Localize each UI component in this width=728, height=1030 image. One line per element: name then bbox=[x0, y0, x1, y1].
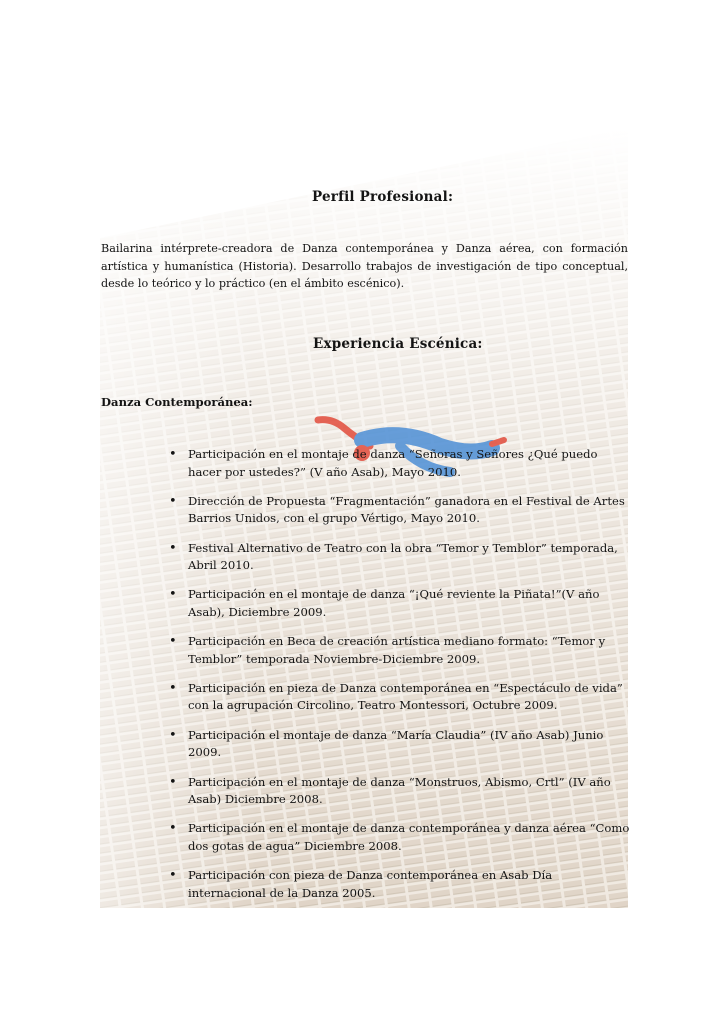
bullet-icon: • bbox=[169, 540, 177, 556]
list-item: • Participación el montaje de danza “María Claudia” (IV año Asab) Junio 2009. bbox=[169, 727, 604, 760]
bullet-icon: • bbox=[169, 774, 177, 790]
bullet-icon: • bbox=[169, 680, 177, 696]
list-item: • Participación en el montaje de danza “Señoras y Señores ¿Qué puedo hacer por ustedes?” (V año Asab), Mayo 2010. bbox=[169, 447, 598, 479]
bullet-icon: • bbox=[169, 821, 177, 837]
list-item: • Participación con pieza de Danza contemporánea en Asab Día internacional de la Danza 2005. bbox=[169, 868, 553, 900]
list-item: • Participación en el montaje de danza contemporánea y danza aérea “Como dos gotas de agua” Diciembre 2008. bbox=[169, 821, 630, 853]
perfil-profesional-paragraph: Bailarina intérprete-creadora de Danza contemporánea y Danza aérea, con formación artística y humanística (Historia). Desarrollo trabajos de investigación de tipo conceptual, desde lo teórico y lo práctico (en el ámbito escénico). bbox=[101, 242, 628, 290]
perfil-profesional-heading: Perfil Profesional: bbox=[312, 189, 454, 205]
bullet-icon: • bbox=[169, 727, 177, 743]
experience-list bbox=[168, 446, 630, 914]
experiencia-escenica-heading: Experiencia Escénica: bbox=[313, 336, 483, 352]
list-item: • Festival Alternativo de Teatro con la obra “Temor y Temblor” temporada, Abril 2010. bbox=[169, 540, 618, 573]
bullet-icon: • bbox=[169, 868, 177, 884]
list-item: • Participación en el montaje de danza “Monstruos, Abismo, Crtl” (IV año Asab) Diciembre 2008. bbox=[169, 774, 611, 807]
danza-contemporanea-label: Danza Contemporánea: bbox=[101, 395, 253, 409]
list-item: • Participación en Beca de creación artística mediano formato: “Temor y Temblor” temporada Noviembre-Diciembre 2009. bbox=[169, 634, 606, 666]
bullet-icon: • bbox=[169, 634, 177, 650]
list-item: • Participación en pieza de Danza contemporánea en “Espectáculo de vida” con la agrupación Circolino, Teatro Montessori, Octubre 2009. bbox=[169, 680, 623, 713]
bullet-icon: • bbox=[169, 587, 177, 603]
list-item: • Dirección de Propuesta “Fragmentación” ganadora en el Festival de Artes Barrios Unidos, con el grupo Vértigo, Mayo 2010. bbox=[169, 493, 625, 526]
bullet-icon: • bbox=[169, 447, 177, 462]
list-item: • Participación en el montaje de danza “¡Qué reviente la Piñata!”(V año Asab), Diciembre 2009. bbox=[169, 587, 600, 619]
bullet-icon: • bbox=[169, 493, 177, 509]
